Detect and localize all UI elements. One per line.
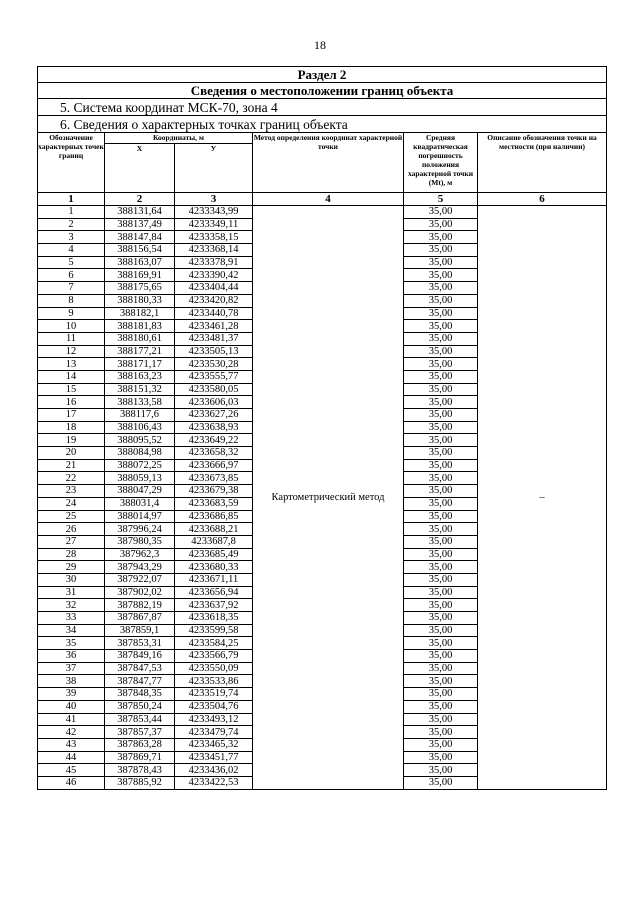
coord-x: 387847,53 [105, 662, 175, 675]
coord-y: 4233688,21 [175, 523, 253, 536]
coord-x: 387849,16 [105, 650, 175, 663]
coord-x: 387922,07 [105, 573, 175, 586]
point-number: 5 [38, 256, 105, 269]
coord-y: 4233390,42 [175, 269, 253, 282]
point-number: 18 [38, 421, 105, 434]
point-number: 22 [38, 472, 105, 485]
coord-y: 4233504,76 [175, 700, 253, 713]
coord-x: 388084,98 [105, 447, 175, 460]
point-number: 24 [38, 497, 105, 510]
coord-y: 4233599,58 [175, 624, 253, 637]
point-number: 27 [38, 535, 105, 548]
coord-x: 388095,52 [105, 434, 175, 447]
col-number: 3 [175, 193, 253, 206]
error-value: 35,00 [404, 573, 478, 586]
coord-y: 4233420,82 [175, 294, 253, 307]
point-number: 1 [38, 206, 105, 219]
point-number: 42 [38, 726, 105, 739]
coord-x: 388171,17 [105, 358, 175, 371]
error-value: 35,00 [404, 764, 478, 777]
coord-x: 387853,44 [105, 713, 175, 726]
error-value: 35,00 [404, 637, 478, 650]
coord-x: 387943,29 [105, 561, 175, 574]
error-value: 35,00 [404, 421, 478, 434]
header-point-designation: Обозначение характерных точек границ [38, 133, 105, 193]
point-number: 17 [38, 409, 105, 422]
coord-x: 388163,07 [105, 256, 175, 269]
table-row [38, 206, 607, 219]
coord-y: 4233671,11 [175, 573, 253, 586]
error-value: 35,00 [404, 459, 478, 472]
point-number: 4 [38, 244, 105, 257]
coord-x: 387853,31 [105, 637, 175, 650]
error-value: 35,00 [404, 218, 478, 231]
coord-y: 4233358,15 [175, 231, 253, 244]
coord-x: 387885,92 [105, 776, 175, 789]
point-number: 31 [38, 586, 105, 599]
point-number: 3 [38, 231, 105, 244]
point-number: 14 [38, 370, 105, 383]
point-number: 8 [38, 294, 105, 307]
coord-x: 387848,35 [105, 688, 175, 701]
coord-y: 4233533,86 [175, 675, 253, 688]
coord-x: 387962,3 [105, 548, 175, 561]
error-value: 35,00 [404, 548, 478, 561]
coord-y: 4233680,33 [175, 561, 253, 574]
point-number: 21 [38, 459, 105, 472]
error-value: 35,00 [404, 383, 478, 396]
coord-x: 387902,02 [105, 586, 175, 599]
error-value: 35,00 [404, 282, 478, 295]
coord-x: 388137,49 [105, 218, 175, 231]
error-value: 35,00 [404, 650, 478, 663]
point-number: 2 [38, 218, 105, 231]
coord-x: 388181,83 [105, 320, 175, 333]
coord-x: 388133,58 [105, 396, 175, 409]
point-number: 38 [38, 675, 105, 688]
col-number: 4 [253, 193, 404, 206]
description-cell: – [478, 206, 607, 790]
coord-y: 4233618,35 [175, 612, 253, 625]
coord-x: 388117,6 [105, 409, 175, 422]
error-value: 35,00 [404, 485, 478, 498]
point-number: 28 [38, 548, 105, 561]
error-value: 35,00 [404, 332, 478, 345]
coord-y: 4233378,91 [175, 256, 253, 269]
coord-y: 4233687,8 [175, 535, 253, 548]
header-method: Метод определения координат характерной точки [253, 133, 404, 193]
coord-y: 4233566,79 [175, 650, 253, 663]
error-value: 35,00 [404, 409, 478, 422]
coord-y: 4233666,97 [175, 459, 253, 472]
coord-x: 388175,65 [105, 282, 175, 295]
error-value: 35,00 [404, 307, 478, 320]
point-number: 10 [38, 320, 105, 333]
coord-y: 4233584,25 [175, 637, 253, 650]
error-value: 35,00 [404, 396, 478, 409]
coord-x: 388180,61 [105, 332, 175, 345]
coord-y: 4233440,78 [175, 307, 253, 320]
point-number: 43 [38, 738, 105, 751]
error-value: 35,00 [404, 497, 478, 510]
error-value: 35,00 [404, 726, 478, 739]
header-x: X [105, 144, 175, 193]
coord-y: 4233349,11 [175, 218, 253, 231]
coordinates-table [37, 66, 607, 790]
error-value: 35,00 [404, 269, 478, 282]
coord-y: 4233479,74 [175, 726, 253, 739]
coord-x: 387882,19 [105, 599, 175, 612]
error-value: 35,00 [404, 599, 478, 612]
coord-x: 388072,25 [105, 459, 175, 472]
error-value: 35,00 [404, 370, 478, 383]
point-number: 16 [38, 396, 105, 409]
error-value: 35,00 [404, 510, 478, 523]
coord-y: 4233505,13 [175, 345, 253, 358]
error-value: 35,00 [404, 447, 478, 460]
coord-y: 4233461,28 [175, 320, 253, 333]
error-value: 35,00 [404, 688, 478, 701]
error-value: 35,00 [404, 358, 478, 371]
error-value: 35,00 [404, 535, 478, 548]
coord-y: 4233436,02 [175, 764, 253, 777]
point-number: 32 [38, 599, 105, 612]
coord-x: 388014,97 [105, 510, 175, 523]
point-number: 45 [38, 764, 105, 777]
point-number: 41 [38, 713, 105, 726]
point-number: 44 [38, 751, 105, 764]
coord-y: 4233656,94 [175, 586, 253, 599]
error-value: 35,00 [404, 700, 478, 713]
coord-y: 4233368,14 [175, 244, 253, 257]
points-info-line: 6. Сведения о характерных точках границ объекта [38, 116, 607, 133]
page-number: 18 [314, 38, 326, 52]
coord-x: 387859,1 [105, 624, 175, 637]
point-number: 33 [38, 612, 105, 625]
coord-y: 4233673,85 [175, 472, 253, 485]
point-number: 19 [38, 434, 105, 447]
coord-x: 388156,54 [105, 244, 175, 257]
error-value: 35,00 [404, 244, 478, 257]
header-y: У [175, 144, 253, 193]
point-number: 23 [38, 485, 105, 498]
point-number: 30 [38, 573, 105, 586]
error-value: 35,00 [404, 345, 478, 358]
error-value: 35,00 [404, 751, 478, 764]
error-value: 35,00 [404, 675, 478, 688]
coord-x: 388047,29 [105, 485, 175, 498]
header-coordinates: Координаты, м [105, 133, 253, 144]
error-value: 35,00 [404, 320, 478, 333]
error-value: 35,00 [404, 586, 478, 599]
error-value: 35,00 [404, 776, 478, 789]
coord-x: 388182,1 [105, 307, 175, 320]
point-number: 13 [38, 358, 105, 371]
coord-y: 4233679,38 [175, 485, 253, 498]
col-number: 6 [478, 193, 607, 206]
error-value: 35,00 [404, 624, 478, 637]
coord-y: 4233658,32 [175, 447, 253, 460]
coord-x: 388169,91 [105, 269, 175, 282]
point-number: 20 [38, 447, 105, 460]
point-number: 34 [38, 624, 105, 637]
coord-y: 4233343,99 [175, 206, 253, 219]
coord-y: 4233481,37 [175, 332, 253, 345]
point-number: 29 [38, 561, 105, 574]
section-subtitle: Сведения о местоположении границ объекта [38, 83, 607, 99]
error-value: 35,00 [404, 472, 478, 485]
coord-y: 4233465,32 [175, 738, 253, 751]
coord-y: 4233649,22 [175, 434, 253, 447]
coord-x: 387869,71 [105, 751, 175, 764]
point-number: 9 [38, 307, 105, 320]
method-cell: Картометрический метод [253, 206, 404, 790]
coord-y: 4233422,53 [175, 776, 253, 789]
point-number: 6 [38, 269, 105, 282]
coord-x: 387847,77 [105, 675, 175, 688]
coord-x: 388177,21 [105, 345, 175, 358]
coordinate-system-line: 5. Система координат МСК-70, зона 4 [38, 99, 607, 116]
coord-x: 388147,84 [105, 231, 175, 244]
error-value: 35,00 [404, 231, 478, 244]
point-number: 15 [38, 383, 105, 396]
coord-x: 387980,35 [105, 535, 175, 548]
coord-x: 388163,23 [105, 370, 175, 383]
coord-x: 387863,28 [105, 738, 175, 751]
coord-y: 4233451,77 [175, 751, 253, 764]
coord-y: 4233404,44 [175, 282, 253, 295]
point-number: 26 [38, 523, 105, 536]
coord-x: 388131,64 [105, 206, 175, 219]
error-value: 35,00 [404, 612, 478, 625]
point-number: 36 [38, 650, 105, 663]
coord-y: 4233638,93 [175, 421, 253, 434]
coord-x: 388106,43 [105, 421, 175, 434]
coord-y: 4233550,09 [175, 662, 253, 675]
col-number: 2 [105, 193, 175, 206]
point-number: 37 [38, 662, 105, 675]
error-value: 35,00 [404, 206, 478, 219]
coord-y: 4233683,59 [175, 497, 253, 510]
error-value: 35,00 [404, 713, 478, 726]
coord-x: 388180,33 [105, 294, 175, 307]
point-number: 35 [38, 637, 105, 650]
coord-x: 387850,24 [105, 700, 175, 713]
coord-x: 388151,32 [105, 383, 175, 396]
coord-x: 387867,87 [105, 612, 175, 625]
header-description: Описание обозначения точки на местности (при наличии) [478, 133, 607, 193]
coord-x: 388059,13 [105, 472, 175, 485]
coord-y: 4233686,85 [175, 510, 253, 523]
error-value: 35,00 [404, 738, 478, 751]
error-value: 35,00 [404, 256, 478, 269]
point-number: 11 [38, 332, 105, 345]
coord-y: 4233555,77 [175, 370, 253, 383]
error-value: 35,00 [404, 434, 478, 447]
col-number: 1 [38, 193, 105, 206]
error-value: 35,00 [404, 662, 478, 675]
error-value: 35,00 [404, 523, 478, 536]
coord-x: 387878,43 [105, 764, 175, 777]
coord-y: 4233580,05 [175, 383, 253, 396]
coord-y: 4233530,28 [175, 358, 253, 371]
coord-x: 387857,37 [105, 726, 175, 739]
section-title: Раздел 2 [38, 67, 607, 83]
col-number: 5 [404, 193, 478, 206]
coord-y: 4233606,03 [175, 396, 253, 409]
coord-y: 4233637,92 [175, 599, 253, 612]
point-number: 46 [38, 776, 105, 789]
point-number: 25 [38, 510, 105, 523]
column-numbers-row [38, 193, 607, 206]
header-error: Средняя квадратическая погрешность положения характерной точки (Mt), м [404, 133, 478, 193]
coord-x: 388031,4 [105, 497, 175, 510]
point-number: 39 [38, 688, 105, 701]
point-number: 40 [38, 700, 105, 713]
coord-x: 387996,24 [105, 523, 175, 536]
coord-y: 4233519,74 [175, 688, 253, 701]
coord-y: 4233685,49 [175, 548, 253, 561]
coord-y: 4233493,12 [175, 713, 253, 726]
point-number: 7 [38, 282, 105, 295]
error-value: 35,00 [404, 294, 478, 307]
error-value: 35,00 [404, 561, 478, 574]
coord-y: 4233627,26 [175, 409, 253, 422]
point-number: 12 [38, 345, 105, 358]
